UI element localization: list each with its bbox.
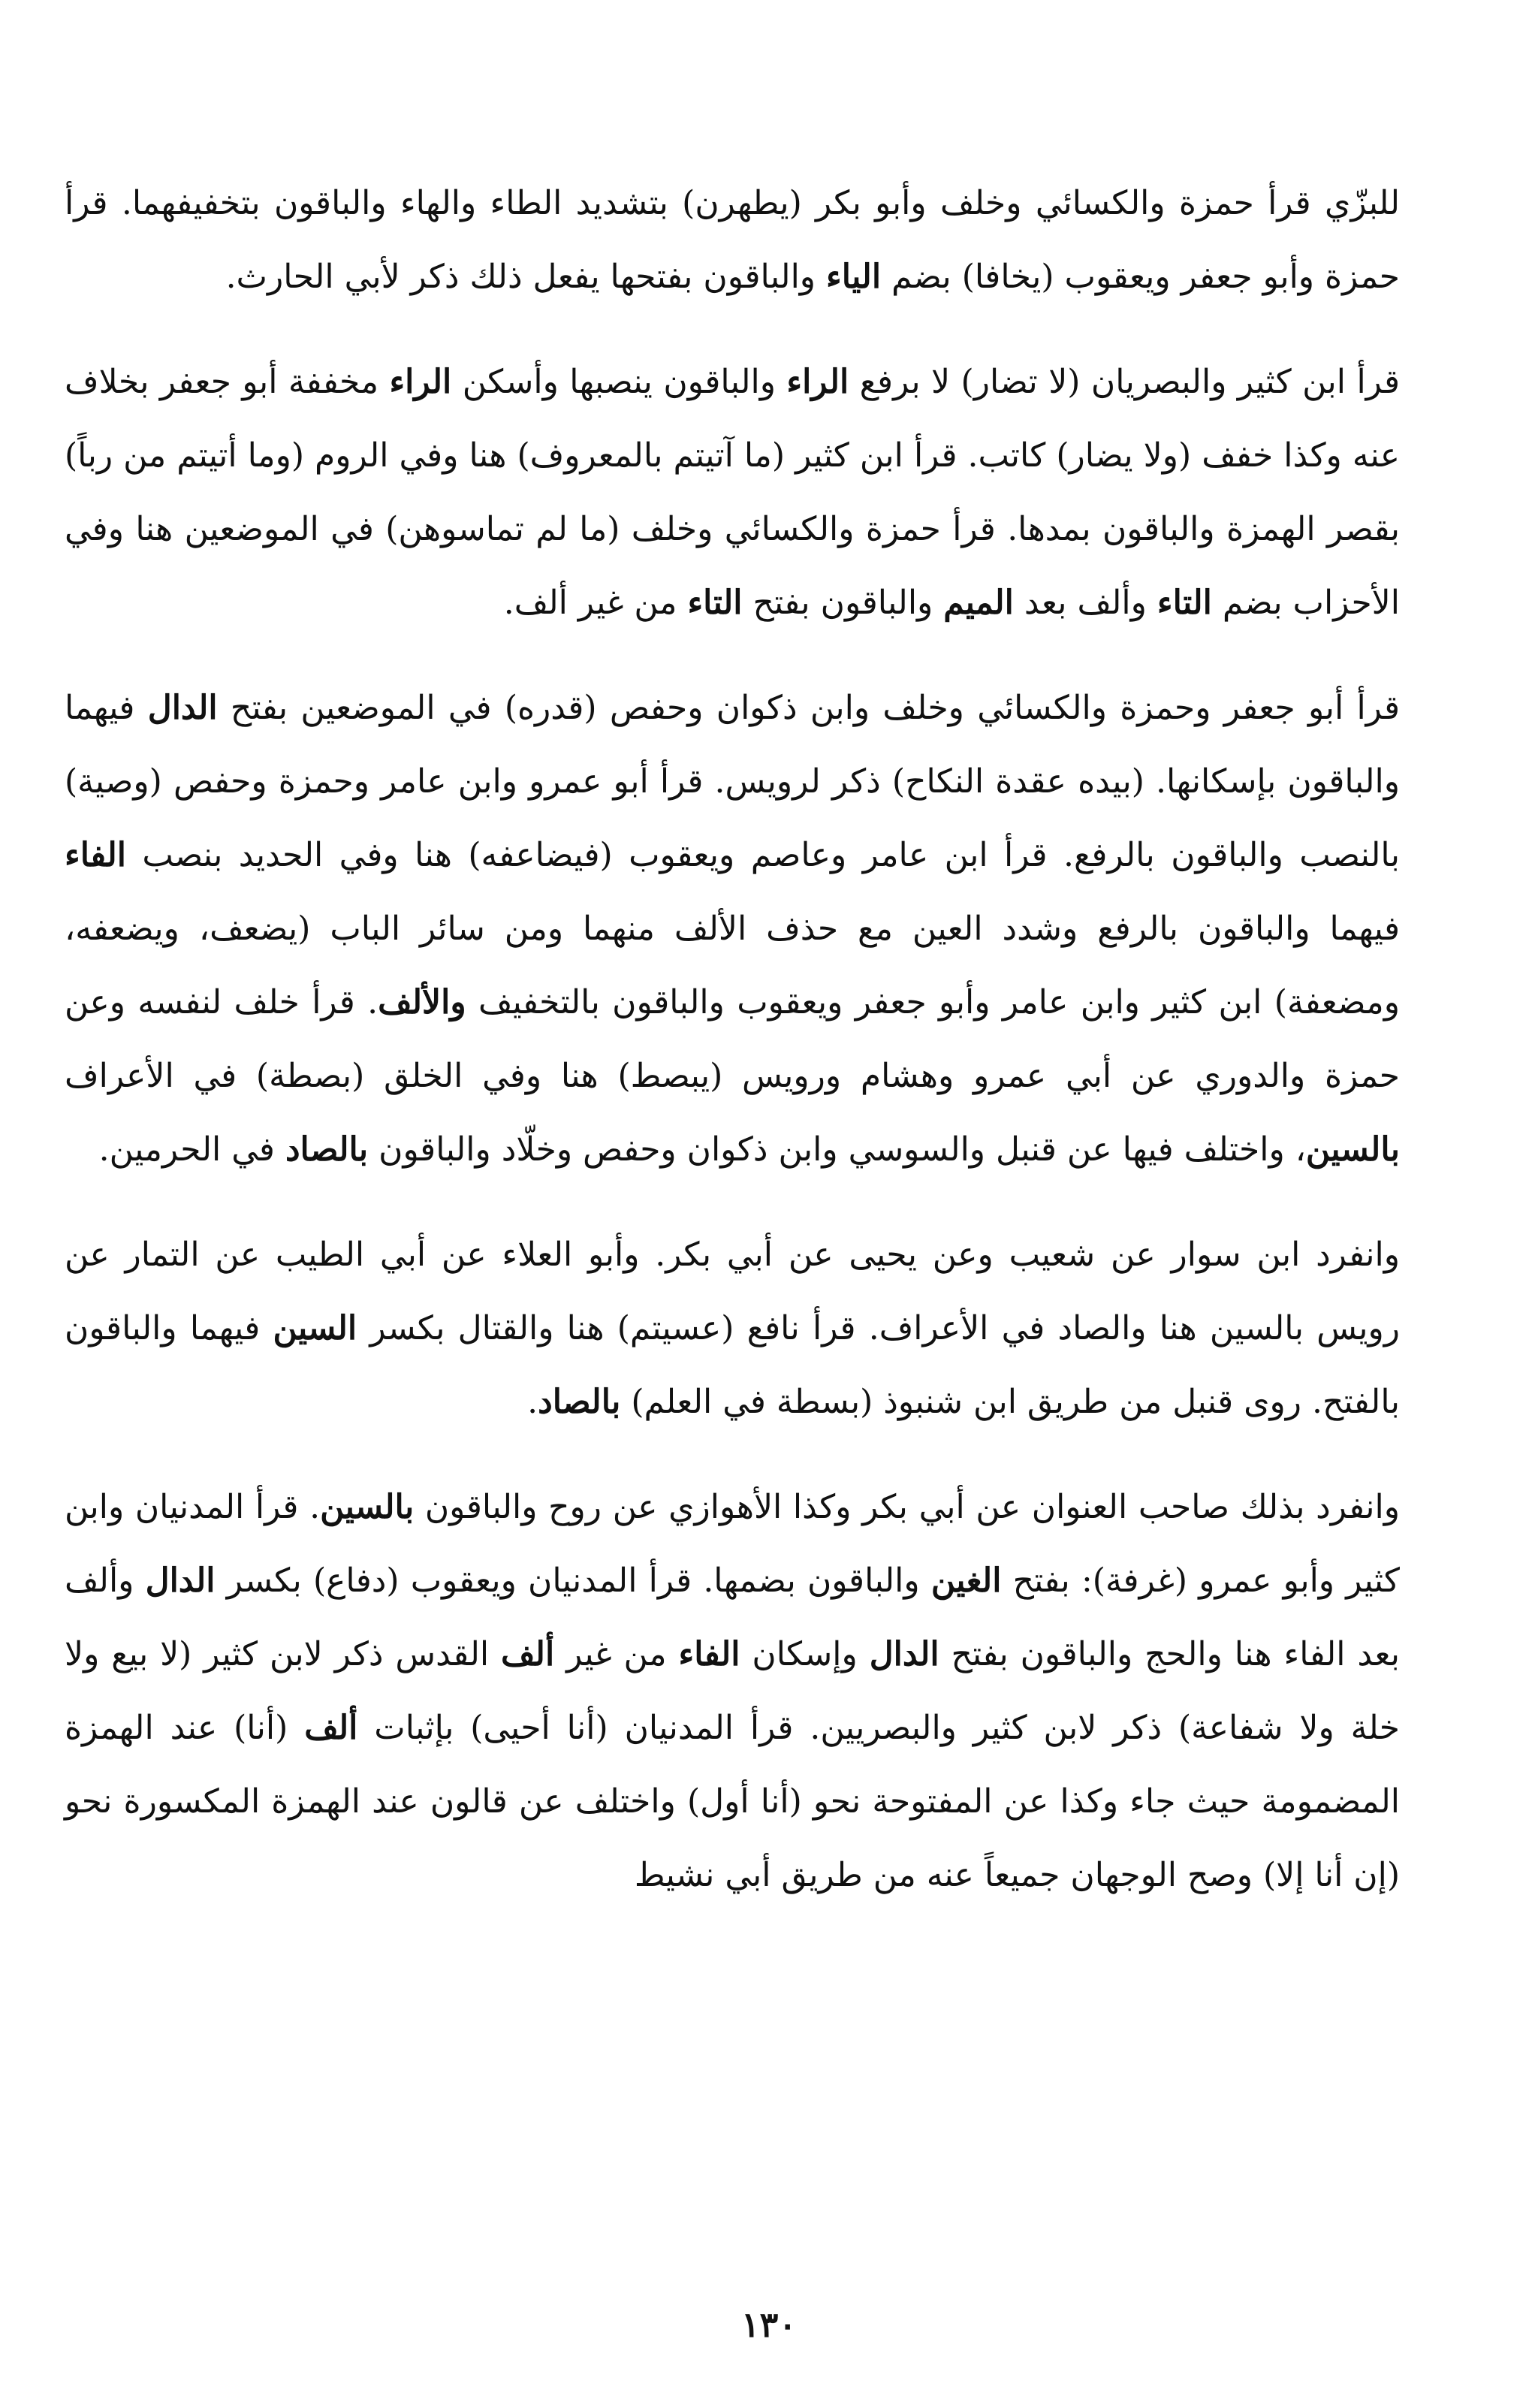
highlighted-term: الدال [869, 1635, 939, 1673]
highlighted-term: بالصاد [538, 1383, 621, 1421]
text-segment: من غير [554, 1635, 679, 1673]
text-segment: فيهما والباقون بإسكانها. (بيده عقدة النكاح) ذكر لرويس. قرأ أبو عمرو وابن عامر وحمزة وحفص (وصية) بالنصب والباقون بالرفع. قرأ ابن عامر وعاصم ويعقوب (فيضاعفه) هنا وفي الحديد بنصب [65, 689, 1400, 874]
text-segment: وإسكان [740, 1635, 870, 1673]
highlighted-term: ألف [304, 1709, 358, 1747]
paragraph-text [65, 1488, 1400, 1894]
text-segment: للبزّي قرأ حمزة والكسائي وخلف وأبو بكر (يطهرن) بتشديد الطاء والهاء والباقون بتخفيفهما. قرأ حمزة وأبو جعفر ويعقوب (يخافا) بضم [65, 184, 1400, 296]
text-segment: والباقون بفتحها يفعل ذلك ذكر لأبي الحارث. [225, 258, 827, 296]
highlighted-term: بالسين [320, 1488, 415, 1526]
paragraph-text [65, 1236, 1400, 1421]
highlighted-term: السين [273, 1309, 357, 1347]
paragraph [65, 346, 1400, 640]
text-segment: . قرأ خلف لنفسه وعن حمزة والدوري عن أبي عمرو وهشام ورويس (يبصط) هنا وفي الخلق (بصطة) في الأعراف [65, 983, 1400, 1095]
text-segment: ، واختلف فيها عن قنبل والسوسي وابن ذكوان وحفص وخلّاد والباقون [368, 1130, 1306, 1169]
text-segment: . قرأ المدنيان وابن كثير وأبو عمرو (غرفة): بفتح [65, 1488, 1400, 1600]
text-segment: في الحرمين. [98, 1130, 285, 1169]
paragraph [65, 1471, 1400, 1912]
paragraph [65, 167, 1400, 314]
paragraph-text [65, 363, 1400, 622]
highlighted-term: الفاء [678, 1635, 740, 1673]
highlighted-term: بالصاد [285, 1130, 369, 1169]
highlighted-term: الدال [147, 689, 218, 727]
text-segment: من غير ألف. [503, 584, 688, 622]
paragraph-text [65, 184, 1400, 296]
text-segment: وانفرد ابن سوار عن شعيب وعن يحيى عن أبي بكر. وأبو العلاء عن أبي الطيب عن التمار عن رويس بالسين هنا والصاد في الأعراف. قرأ نافع (عسيتم) هنا والقتال بكسر [65, 1236, 1400, 1347]
text-segment: مخففة أبو جعفر بخلاف عنه وكذا خفف (ولا يضار) كاتب. قرأ ابن كثير (ما آتيتم بالمعروف) هنا وفي الروم (وما أتيتم من رباً) بقصر الهمزة والباقون بمدها. قرأ حمزة والكسائي وخلف (ما لم تماسوهن) في الموضعين هنا وفي الأحزاب بضم [65, 363, 1400, 622]
highlighted-term: الدال [145, 1562, 216, 1600]
text-segment: فيهما والباقون بالفتح. روى قنبل من طريق ابن شنبوذ (بسطة في العلم) [65, 1309, 1400, 1421]
highlighted-term: الميم [943, 584, 1014, 622]
text-segment: وألف بعد الفاء هنا والحج والباقون بفتح [65, 1562, 1400, 1673]
text-segment: القدس ذكر لابن كثير (لا بيع ولا خلة ولا شفاعة) ذكر لابن كثير والبصريين. قرأ المدنيان (أنا أحيى) بإثبات [65, 1635, 1400, 1747]
highlighted-term: الغين [930, 1562, 1002, 1600]
highlighted-term: التاء [1157, 584, 1212, 622]
text-segment: وانفرد بذلك صاحب العنوان عن أبي بكر وكذا الأهوازي عن روح والباقون [414, 1488, 1400, 1526]
highlighted-term: التاء [687, 584, 743, 622]
highlighted-term: بالسين [1305, 1130, 1400, 1169]
highlighted-term: الراء [786, 363, 849, 401]
highlighted-term: الياء [826, 258, 882, 296]
highlighted-term: الفاء [65, 836, 126, 874]
text-segment: والباقون ينصبها وأسكن [451, 363, 787, 401]
paragraph-text [65, 689, 1400, 1169]
highlighted-term: والألف [378, 983, 466, 1021]
highlighted-term: ألف [501, 1635, 555, 1673]
text-segment: والباقون بفتح [742, 584, 944, 622]
page-body [65, 167, 1400, 1944]
text-segment: . [527, 1383, 538, 1421]
text-segment: والباقون بضمها. قرأ المدنيان ويعقوب (دفاع) بكسر [215, 1562, 931, 1600]
paragraph [65, 1218, 1400, 1439]
page-number: ١٣٠ [740, 2304, 798, 2345]
highlighted-term: الراء [389, 363, 452, 401]
text-segment: قرأ أبو جعفر وحمزة والكسائي وخلف وابن ذكوان وحفص (قدره) في الموضعين بفتح [217, 689, 1400, 727]
text-segment: فيهما والباقون بالرفع وشدد العين مع حذف الألف منهما ومن سائر الباب (يضعف، ويضعفه، ومضعفة) ابن كثير وابن عامر وأبو جعفر ويعقوب والباقون بالتخفيف [65, 910, 1400, 1021]
paragraph [65, 671, 1400, 1187]
text-segment: (أنا) عند الهمزة المضمومة حيث جاء وكذا عن المفتوحة نحو (أنا أول) واختلف عن قالون عند الهمزة المكسورة نحو (إن أنا إلا) وصح الوجهان جميعاً عنه من طريق أبي نشيط [65, 1709, 1400, 1894]
text-segment: قرأ ابن كثير والبصريان (لا تضار) لا برفع [849, 363, 1400, 401]
text-segment: وألف بعد [1013, 584, 1157, 622]
